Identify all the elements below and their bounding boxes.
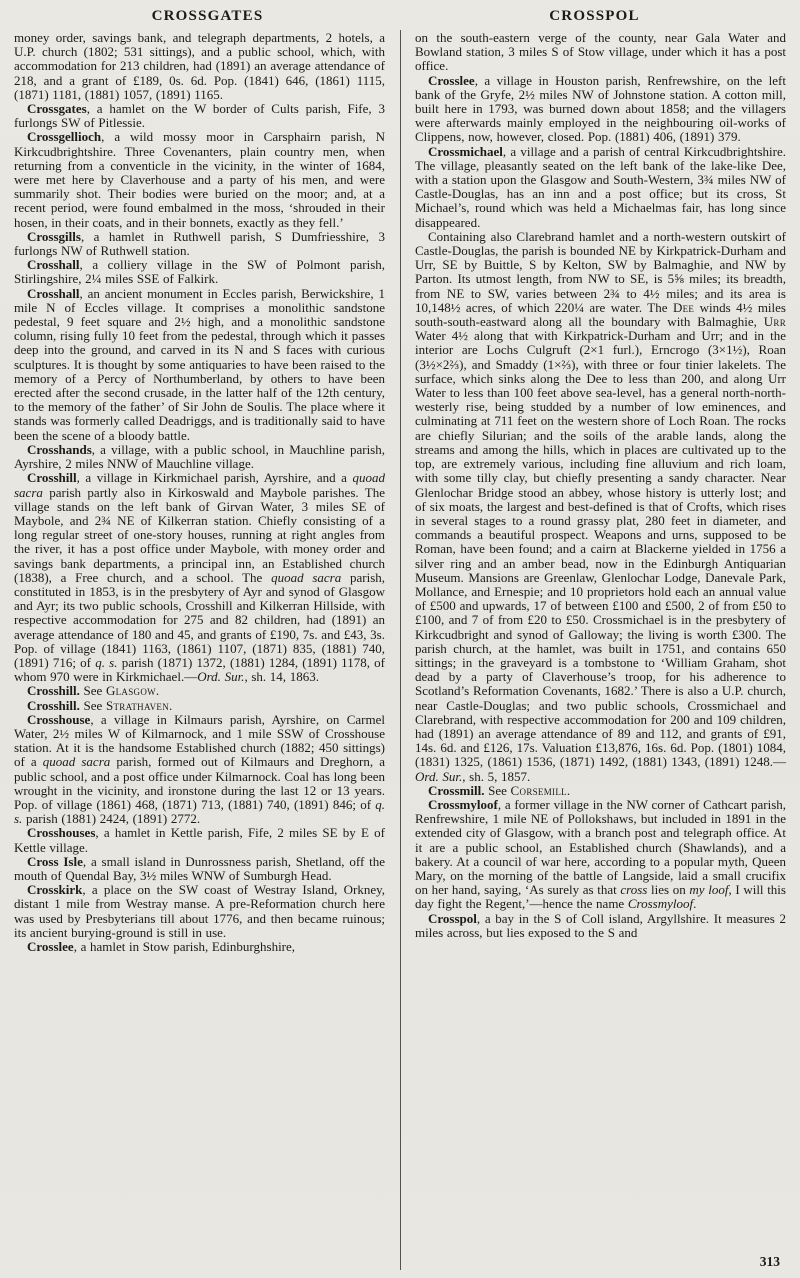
italic-text: q. s. — [95, 654, 118, 670]
entry-paragraph: Crosslee, a hamlet in Stow parish, Edinburghshire, — [27, 939, 296, 954]
entry-name: Crosshouse — [27, 711, 91, 727]
italic-text: Crossmyloof — [627, 896, 694, 912]
entry-name: Crossmill. — [428, 782, 485, 798]
entry-paragraph: Crosshouses, a hamlet in Kettle parish, Fife, 2 miles SE by E of Kettle village. — [14, 825, 385, 855]
entry-name: Crosshall — [27, 257, 80, 273]
italic-text: Ord. Sur. — [197, 669, 245, 685]
entry-paragraph: Crosskirk, a place on the SW coast of Westray Island, Orkney, distant 1 mile from Westray manse. A pre-Reformation church here was used by Presbyterians till about 1776, and then became ruinous; its ancient burying-ground is still in use. — [14, 882, 385, 940]
left-column — [14, 31, 385, 954]
entry-paragraph: Crosshill, a village in Kirkmichael parish, Ayrshire, and a quoad sacra parish partly also in Kirkoswald and Maybole parishes. The village stands on the left bank of Girvan Water, 3 miles SE of Maybole, and 2¾ NE of Kilkerran station. Chiefly consisting of a long regular street of one-story houses, running at right angles from the river, it has a post office under Maybole, with money order and savings bank departments, a principal inn, an Established church (1838), a Free church, and a school. The quoad sacra parish, constituted in 1853, is in the presbytery of Ayr and synod of Glasgow and Ayr; its two public schools, Crosshill and Kilkerran Hillside, with respective accommodation for 275 and 82 children, had (1891) an average attendance of 180 and 45, and grants of £190, 7s. and £43, 3s. Pop. of village (1841) 1163, (1861) 1107, (1871) 835, (1881) 740, (1891) 716; of q. s. parish (1871) 1372, (1881) 1284, (1891) 1178, of whom 970 were in Kirkmichael.—Ord. Sur., sh. 14, 1863. — [14, 470, 386, 685]
entry-paragraph: Crosslee, a village in Houston parish, Renfrewshire, on the left bank of the Gryfe, 2½ miles NW of Johnstone station. A cotton mill, built here in 1793, was burned down about 1858; and the villagers were afterwards mainly employed in the neighbouring oil-works of Clippens, now, however, closed. Pop. (1881) 406, (1891) 379. — [415, 72, 786, 145]
entry-paragraph: Crosshill. See Strathaven. — [27, 697, 173, 713]
smallcaps-text: Dee — [672, 299, 695, 315]
entry-name: Crosspol — [428, 910, 477, 926]
entry-paragraph: Crossmichael, a village and a parish of central Kirkcudbrightshire. The village, pleasantly seated on the left bank of the lake-like Dee, with a station upon the Glasgow and South-Western, 3¾ miles NW of Castle-Douglas, has an inn and a post office; but its cross, St Michael’s, round which was held a Michaelmas fair, has long since disappeared. — [415, 143, 786, 230]
entry-name: Crossmyloof — [428, 796, 498, 812]
entry-name: Crosshands — [27, 441, 92, 457]
entry-paragraph: Crosshands, a village, with a public school, in Mauchline parish, Ayrshire, 2 miles NNW of Mauchline village. — [14, 441, 385, 472]
italic-text: q. s. — [14, 796, 385, 827]
entry-name: Cross Isle — [27, 853, 83, 869]
italic-text: quoad sacra — [42, 754, 111, 770]
entry-paragraph: Crosspol, a bay in the S of Coll island, Argyllshire. It measures 2 miles across, but lies exposed to the S and — [415, 910, 786, 940]
entry-name: Crossgellioch — [27, 129, 102, 145]
right-column — [415, 31, 786, 954]
entry-name: Crosshill. — [27, 697, 80, 713]
entry-name: Crossmichael — [428, 143, 503, 159]
running-heads — [0, 0, 800, 27]
entry-name: Crosshill. — [27, 683, 80, 699]
continuation-paragraph: on the south-eastern verge of the county, near Gala Water and Bowland station, 3 miles S of Stow village, under which it has a post office. — [415, 30, 786, 74]
italic-text: quoad sacra — [271, 569, 342, 585]
continuation-paragraph: money order, savings bank, and telegraph departments, 2 hotels, a U.P. church (1802; 531 sittings), and a public school, which, with accommodation for 213 children, had (1891) an average attendance of 218, and a grant of £189, 0s. 6d. Pop. (1841) 646, (1861) 1115, (1871) 1181, (1881) 1057, (1891) 1165. — [14, 30, 385, 102]
running-head-left: CROSSGATES — [151, 8, 264, 24]
entry-paragraph: Crossgates, a hamlet on the W border of Cults parish, Fife, 3 furlongs SW of Pitlessie. — [14, 101, 385, 131]
entry-paragraph: Crossgills, a hamlet in Ruthwell parish, S Dumfriesshire, 3 furlongs NW of Ruthwell station. — [14, 228, 385, 259]
italic-text: my loof — [689, 882, 729, 898]
entry-name: Crosshouses — [27, 825, 96, 841]
entry-paragraph: Crossmyloof, a former village in the NW corner of Cathcart parish, Renfrewshire, 1 mile NE of Pollokshaws, but included in 1891 in the extended city of Glasgow, with a branch post and telegraph office. At it are a public school, an Established church (Shawlands), and a bakery. At a council of war here, according to a popular myth, Queen Mary, on the morning of the battle of Langside, laid a small crucifix on her hand, saying, ‘As surely as that cross lies on my loof, I will this day fight the Regent,’—hence the name Crossmyloof. — [415, 796, 786, 912]
italic-text: Ord. Sur. — [415, 768, 463, 784]
smallcaps-text: Urr — [763, 314, 786, 330]
smallcaps-text: Strathaven — [105, 697, 170, 713]
column-divider — [400, 30, 401, 1270]
entry-paragraph: Crosshall, an ancient monument in Eccles parish, Berwickshire, 1 mile N of Eccles village. It comprises a monolithic sandstone pedestal, 9 feet square and 2½ high, and a monolithic sandstone column, rising fully 10 feet from the pedestal, through which it passes deep into the ground, and carved in its N and S faces with curious sculptures. It is thought by some antiquaries to have been raised to the memory of a Percy of Northumberland, by others to have been erected after the second crusade, in the latter half of the 12th century, to the memory of the father’ of Sir John de Soulis. The place where it stands was formerly called Deadriggs, and is traditionally said to have been the scene of a bloody battle. — [14, 285, 385, 443]
entry-name: Crosshill — [27, 470, 77, 486]
entry-name: Crossgates — [27, 101, 87, 117]
entry-name: Crosskirk — [27, 882, 83, 898]
running-head-right: CROSSPOL — [549, 8, 640, 24]
entry-paragraph: Crosshall, a colliery village in the SW of Polmont parish, Stirlingshire, 2¼ miles SSE of Falkirk. — [14, 257, 385, 287]
entry-paragraph: Cross Isle, a small island in Dunrossness parish, Shetland, off the mouth of Quendal Bay, 3½ miles WNW of Sumburgh Head. — [14, 853, 385, 883]
entry-name: Crosslee — [428, 72, 475, 88]
entry-name: Crossgills — [27, 228, 81, 244]
entry-paragraph: Crossmill. See Corsemill. — [428, 782, 571, 798]
page-number: 313 — [759, 1254, 780, 1269]
italic-text: cross — [620, 882, 648, 898]
italic-text: quoad sacra — [14, 470, 385, 500]
smallcaps-text: Corsemill — [510, 782, 567, 798]
entry-name: Crosshall — [27, 285, 80, 301]
entry-paragraph: Crosshouse, a village in Kilmaurs parish, Ayrshire, on Carmel Water, 2½ miles W of Kilmarnock, and 1 mile SSW of Crosshouse station. At it is the handsome Established church (1882; 450 sittings) of a quoad sacra parish, formed out of Kilmaurs and Dreghorn, a public school, and a post office under Kilmarnock. Coal has long been wrought in the vicinity, and ironstone during the last 12 or 13 years. Pop. of village (1861) 468, (1871) 713, (1881) 740, (1891) 846; of q. s. parish (1881) 2424, (1891) 2772. — [14, 711, 385, 827]
continuation-paragraph: Containing also Clarebrand hamlet and a north-western outskirt of Castle-Douglas, the parish is bounded NE by Kirkpatrick-Durham and Urr, SE by Buittle, S by Kelton, SW by Balmaghie, and NW by Parton. Its utmost length, from NW to SE, is 5⅝ miles; its breadth, from NE to SW, varies between 2¾ to 4½ miles; and its area is 10,148½ acres, of which 220¼ are water. The Dee winds 4½ miles south-south-eastward along all the boundary with Balmaghie, Urr Water 4½ along that with Kirkpatrick-Durham and Urr; and in the interior are Lochs Culgruft (2×1 furl.), Erncrogo (3×1½), Roan (3½×2⅔), and Smaddy (1×⅔), with three or four tinier lakelets. The surface, which sinks along the Dee to less than 200, and along Urr Water to less than 100 feet above sea-level, has a general north-north-westerly rise, being studded by a number of low eminences, and culminating at 711 feet on the western shore of Loch Roan. The rocks are chiefly Silurian; and the soils of the arable lands, along the streams and among the hills, which in places are cultivated up to the top, are extremely various, including fine alluvium and rich loam, with some tilly clay, but chiefly presenting a sandy character. Near Glenlochar Bridge stood an abbey, whose history is utterly lost; and of six moats, the largest and best-defined is that of Crofts, which rises in several stages to a round grassy plat, 280 feet in diameter, and commands a beautiful prospect. Weapons and urns, supposed to be Roman, have been found; and a cairn at Blackerne yielded in 1756 a silver ring and an amber bead, now in the Edinburgh Antiquarian Museum. Mansions are Greenlaw, Glenlochar Lodge, Danevale Park, Mollance, and Ernespie; and 10 proprietors hold each an annual value of £500 and upwards, 17 of between £100 and £500, 2 of from £50 to £100, and 7 of from £20 to £50. Crossmichael is in the presbytery of Kirkcudbright and synod of Galloway; the living is worth £300. The parish church, at the hamlet, was built in 1751, and contains 650 sittings; in the graveyard is a tombstone to ‘William Graham, shot dead by a party of Claverhouse’s troop, for his adherence to Scotland’s Reformation Covenants, 1682.’ There is also a U.P. church, near Castle-Douglas; and two public schools, Crossmichael and Clarebrand, with respective accommodation for 200 and 109 children, had (1891) an average attendance of 89 and 112, and grants of £91, 14s. 6d. and £126, 17s. Valuation £13,876, 16s. 6d. Pop. (1801) 1084, (1831) 1325, (1861) 1536, (1871) 1492, (1881) 1343, (1891) 1248.—Ord. Sur., sh. 5, 1857. — [415, 228, 786, 784]
smallcaps-text: Glasgow — [105, 683, 156, 699]
entry-name: Crosslee — [27, 939, 74, 954]
entry-paragraph: Crosshill. See Glasgow. — [27, 683, 160, 699]
entry-paragraph: Crossgellioch, a wild mossy moor in Carsphairn parish, N Kirkcudbrightshire. Three Covenanters, plain country men, when returning from a conventicle in the vicinity, in the winter of 1684, were met here by Claverhouse and a party of his men, and were summarily shot. Their bodies were buried on the moor; and, at a recent period, were found embalmed in the moss, ‘shrouded in their hosen, in their coats, and in their bonnets, exactly as they fell.’ — [14, 129, 385, 230]
